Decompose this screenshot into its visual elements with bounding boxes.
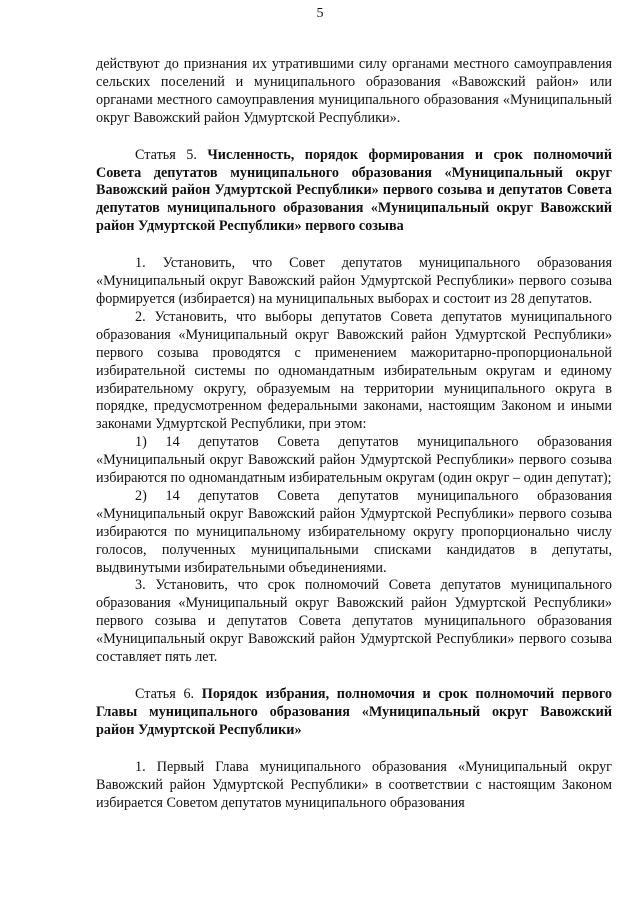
page-number: 5: [316, 6, 324, 21]
article-5-number: Статья 5.: [135, 146, 197, 163]
article-5-subitem-2: 2) 14 депутатов Совета депутатов муниципального образования «Муниципальный округ Вавожский район Удмуртской Республики» первого созыва избираются по муниципальному избирательному округу пропорционально числу голосов, полученных муниципальными списками кандидатов в депутаты, выдвинутыми избирательными объединениями.: [96, 487, 612, 576]
article-5-heading: [96, 147, 612, 237]
article-5-paragraph-2: 2. Установить, что выборы депутатов Совета депутатов муниципального образования «Муниципальный округ Вавожский район Удмуртской Республики» первого созыва проводятся с применением мажоритарно-пропорциональной избирательной системы по одномандатным избирательным округам и единому избирательному округу, образуемым на территории муниципального округа в порядке, предусмотренном федеральными законами, настоящим Законом и иными законами Удмуртской Республики, при этом:: [96, 308, 612, 433]
article-6-title: Порядок избрания, полномочия и срок полномочий первого Главы муниципального образования «Муниципальный округ Вавожский район Удмуртской Республики»: [96, 686, 613, 738]
article-5-subitem-1: 1) 14 депутатов Совета депутатов муниципального образования «Муниципальный округ Вавожский район Удмуртской Республики» первого созыва избираются по одномандатным избирательным округам (один округ – один депутат);: [96, 434, 612, 487]
article-5-paragraph-3: 3. Установить, что срок полномочий Совета депутатов муниципального образования «Муниципальный округ Вавожский район Удмуртской Республики» первого созыва и депутатов Совета депутатов муниципального образования «Муниципальный округ Вавожский район Удмуртской Республики» первого созыва составляет пять лет.: [96, 577, 612, 666]
document-body: [96, 56, 612, 812]
article-6-number: Статья 6.: [135, 686, 195, 702]
article-6-paragraph-1: 1. Первый Глава муниципального образования «Муниципальный округ Вавожский район Удмуртской Республики» в соответствии с настоящим Законом избирается Советом депутатов муниципального образования: [96, 758, 612, 811]
article-5-title: Численность, порядок формирования и срок полномочий Совета депутатов муниципального образования «Муниципальный округ Вавожский район Удмуртской Республики» первого созыва и депутатов Совета депутатов муниципального образования «Муниципальный округ Вавожский район Удмуртской Республики» первого созыва: [96, 146, 613, 235]
lead-paragraph: действуют до признания их утратившими силу органами местного самоуправления сельских поселений и муниципального образования «Вавожский район» или органами местного самоуправления муниципального образования «Муниципальный округ Вавожский район Удмуртской Республики».: [96, 56, 612, 126]
article-6-heading: [96, 686, 612, 740]
article-5-paragraph-1: 1. Установить, что Совет депутатов муниципального образования «Муниципальный округ Вавожский район Удмуртской Республики» первого созыва формируется (избирается) на муниципальных выборах и состоит из 28 депутатов.: [96, 255, 612, 307]
